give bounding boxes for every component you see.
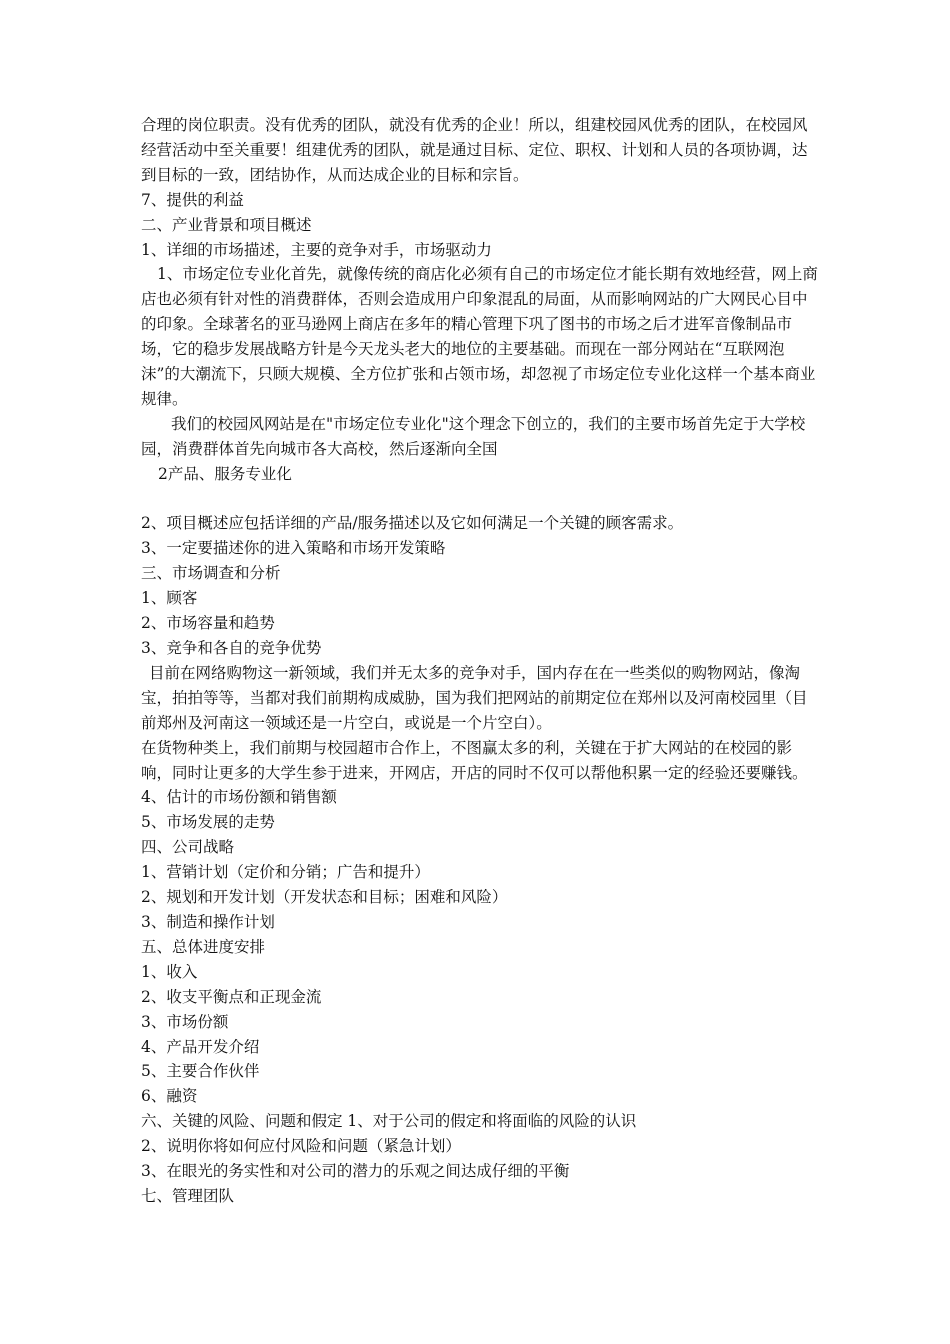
item-financing: 6、融资 [141, 1087, 198, 1106]
item-market-share: 3、市场份额 [141, 1012, 229, 1031]
document-body [141, 113, 821, 1209]
item-market-share-sales: 4、估计的市场份额和销售额 [141, 788, 337, 807]
section-heading-5: 五、总体进度安排 [141, 937, 266, 956]
section-heading-3: 三、市场调查和分析 [141, 564, 281, 583]
item-balance: 3、在眼光的务实性和对公司的潜力的乐观之间达成仔细的平衡 [141, 1162, 570, 1181]
section-heading-4: 四、公司战略 [141, 838, 235, 857]
paragraph-competition: 目前在网络购物这一新领域，我们并无太多的竞争对手，国内存在在一些类似的购物网站，像淘宝，拍拍等等，当都对我们前期构成威胁，国为我们把网站的前期定位在郑州以及河南校园里（目前郑州及河南这一领域还是一片空白，或说是一个片空白）。 [141, 663, 808, 732]
section-heading-7: 七、管理团队 [141, 1186, 235, 1205]
item-development-plan: 2、规划和开发计划（开发状态和目标；困难和风险） [141, 888, 508, 907]
item-product-development: 4、产品开发介绍 [141, 1037, 260, 1056]
item-market-description: 1、详细的市场描述，主要的竞争对手，市场驱动力 [141, 240, 492, 259]
intro-paragraph: 合理的岗位职责。没有优秀的团队，就没有优秀的企业！所以，组建校园风优秀的团队，在校园风经营活动中至关重要！组建优秀的团队，就是通过目标、定位、职权、计划和人员的各项协调，达到目标的一致，团结协作，从而达成企业的目标和宗旨。 [141, 116, 808, 184]
item-income: 1、收入 [141, 962, 198, 981]
paragraph-our-website: 我们的校园风网站是在"市场定位专业化"这个理念下创立的，我们的主要市场首先定于大学校园，消费群体首先向城市各大高校，然后逐渐向全国 [141, 414, 806, 458]
item-operations-plan: 3、制造和操作计划 [141, 912, 275, 931]
item-breakeven: 2、收支平衡点和正现金流 [141, 987, 322, 1006]
paragraph-goods: 在货物种类上，我们前期与校园超市合作上，不图赢太多的利，关键在于扩大网站的在校园的影响，同时让更多的大学生参于进来，开网店，开店的同时不仅可以帮他积累一定的经验还要赚钱。 [141, 738, 808, 782]
item-market-trend: 5、市场发展的走势 [141, 813, 275, 832]
item-product-service: 2产品、服务专业化 [158, 464, 292, 483]
blank-line [141, 487, 821, 512]
item-customers: 1、顾客 [141, 589, 198, 608]
item-competition: 3、竞争和各自的竞争优势 [141, 639, 322, 658]
item-project-overview: 2、项目概述应包括详细的产品/服务描述以及它如何满足一个关键的顾客需求。 [141, 514, 684, 533]
item-marketing-plan: 1、营销计划（定价和分销；广告和提升） [141, 863, 430, 882]
item-market-capacity: 2、市场容量和趋势 [141, 614, 275, 633]
paragraph-market-positioning: 1、市场定位专业化首先，就像传统的商店化必须有自己的市场定位才能长期有效地经营，网上商店也必须有针对性的消费群体，否则会造成用户印象混乱的局面，从而影响网站的广大网民心目中的印象。全球著名的亚马逊网上商店在多年的精心管理下巩了图书的市场之后才进军音像制品市场，它的稳步发展战略方针是今天龙头老大的地位的主要基础。而现在一部分网站在“互联网泡沫”的大潮流下，只顾大规模、全方位扩张和占领市场，却忽视了市场定位专业化这样一个基本商业规律。 [141, 265, 818, 408]
item-benefits: 7、提供的利益 [141, 190, 244, 209]
section-heading-6: 六、关键的风险、问题和假定 1、对于公司的假定和将面临的风险的认识 [141, 1112, 637, 1131]
item-entry-strategy: 3、一定要描述你的进入策略和市场开发策略 [141, 539, 446, 558]
section-heading-2: 二、产业背景和项目概述 [141, 215, 312, 234]
item-risk-response: 2、说明你将如何应付风险和问题（紧急计划） [141, 1137, 461, 1156]
item-partners: 5、主要合作伙伴 [141, 1062, 260, 1081]
